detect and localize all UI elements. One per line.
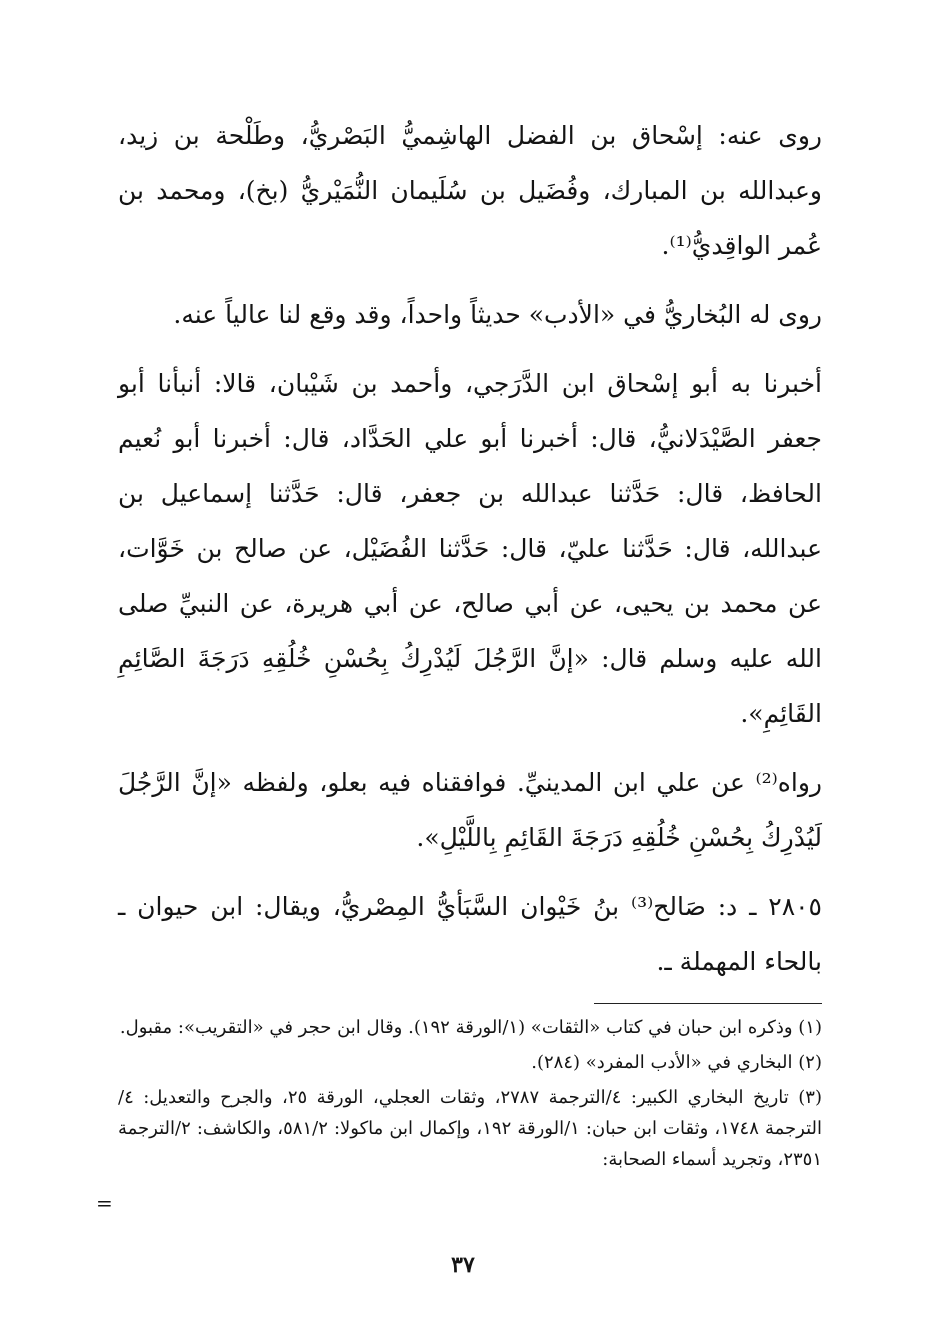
main-text (118, 108, 822, 1003)
footnote-separator (594, 1003, 822, 1004)
footnote-2: (٢) البخاري في «الأدب المفرد» (٢٨٤). (531, 1052, 822, 1073)
page-number: ٣٧ (451, 1252, 475, 1278)
paragraph-riwaya: رواه⁽²⁾ عن علي ابن المدينيِّ. فوافقناه فيه بعلو، ولفظه «إنَّ الرَّجُلَ لَيُدْرِكُ بِحُسْنِ خُلُقِهِ دَرَجَةَ القَائِمِ بِاللَّيْلِ». (118, 768, 822, 852)
paragraph-entry-2805: ٢٨٠٥ ـ د: صَالح⁽³⁾ بنُ خَيْوان السَّبَأيُّ المِصْريُّ، ويقال: ابن حيوان ـ بالحاء المهملة ـ. (118, 892, 822, 976)
footnote-1: (١) وذكره ابن حبان في كتاب «الثقات» (١/الورقة ١٩٢). وقال ابن حجر في «التقريب»: مقبول. (119, 1017, 822, 1038)
paragraph-narrators: روى عنه: إسْحاق بن الفضل الهاشِميُّ البَصْريُّ، وطَلْحة بن زيد، وعبدالله بن المبارك، وفُضَيل بن سُلَيمان النُّمَيْريُّ (بخ)، ومحمد بن عُمر الواقِديُّ⁽¹⁾. (118, 121, 822, 260)
footnote-3: (٣) تاريخ البخاري الكبير: ٤/الترجمة ٢٧٨٧، وثقات العجلي، الورقة ٢٥، والجرح والتعديل: ٤/الترجمة ١٧٤٨، وثقات ابن حبان: ١/الورقة ١٩٢، وإكمال ابن ماكولا: ٥٨١/٢، والكاشف: ٢/الترجمة ٢٣٥١، وتجريد أسماء الصحابة: (118, 1087, 822, 1170)
paragraph-bukhari-note: روى له البُخاريُّ في «الأدب» حديثاً واحداً، وقد وقع لنا عالياً عنه. (173, 300, 822, 329)
continuation-mark: = (96, 1191, 113, 1215)
footnotes (118, 1012, 822, 1179)
paragraph-isnad: أخبرنا به أبو إسْحاق ابن الدَّرَجي، وأحمد بن شَيْبان، قالا: أنبأنا أبو جعفر الصَّيْدَلانيُّ، قال: أخبرنا أبو علي الحَدَّاد، قال: أخبرنا أبو نُعيم الحافظ، قال: حَدَّثنا عبدالله بن جعفر، قال: حَدَّثنا إسماعيل بن عبدالله، قال: حَدَّثنا عليّ، قال: حَدَّثنا الفُضَيْل، عن صالح بن خَوَّات، عن محمد بن يحيى، عن أبي صالح، عن أبي هريرة، عن النبيِّ صلى الله عليه وسلم قال: «إنَّ الرَّجُلَ لَيُدْرِكُ بِحُسْنِ خُلُقِهِ دَرَجَةَ الصَّائِمِ القَائِمِ». (118, 369, 822, 728)
